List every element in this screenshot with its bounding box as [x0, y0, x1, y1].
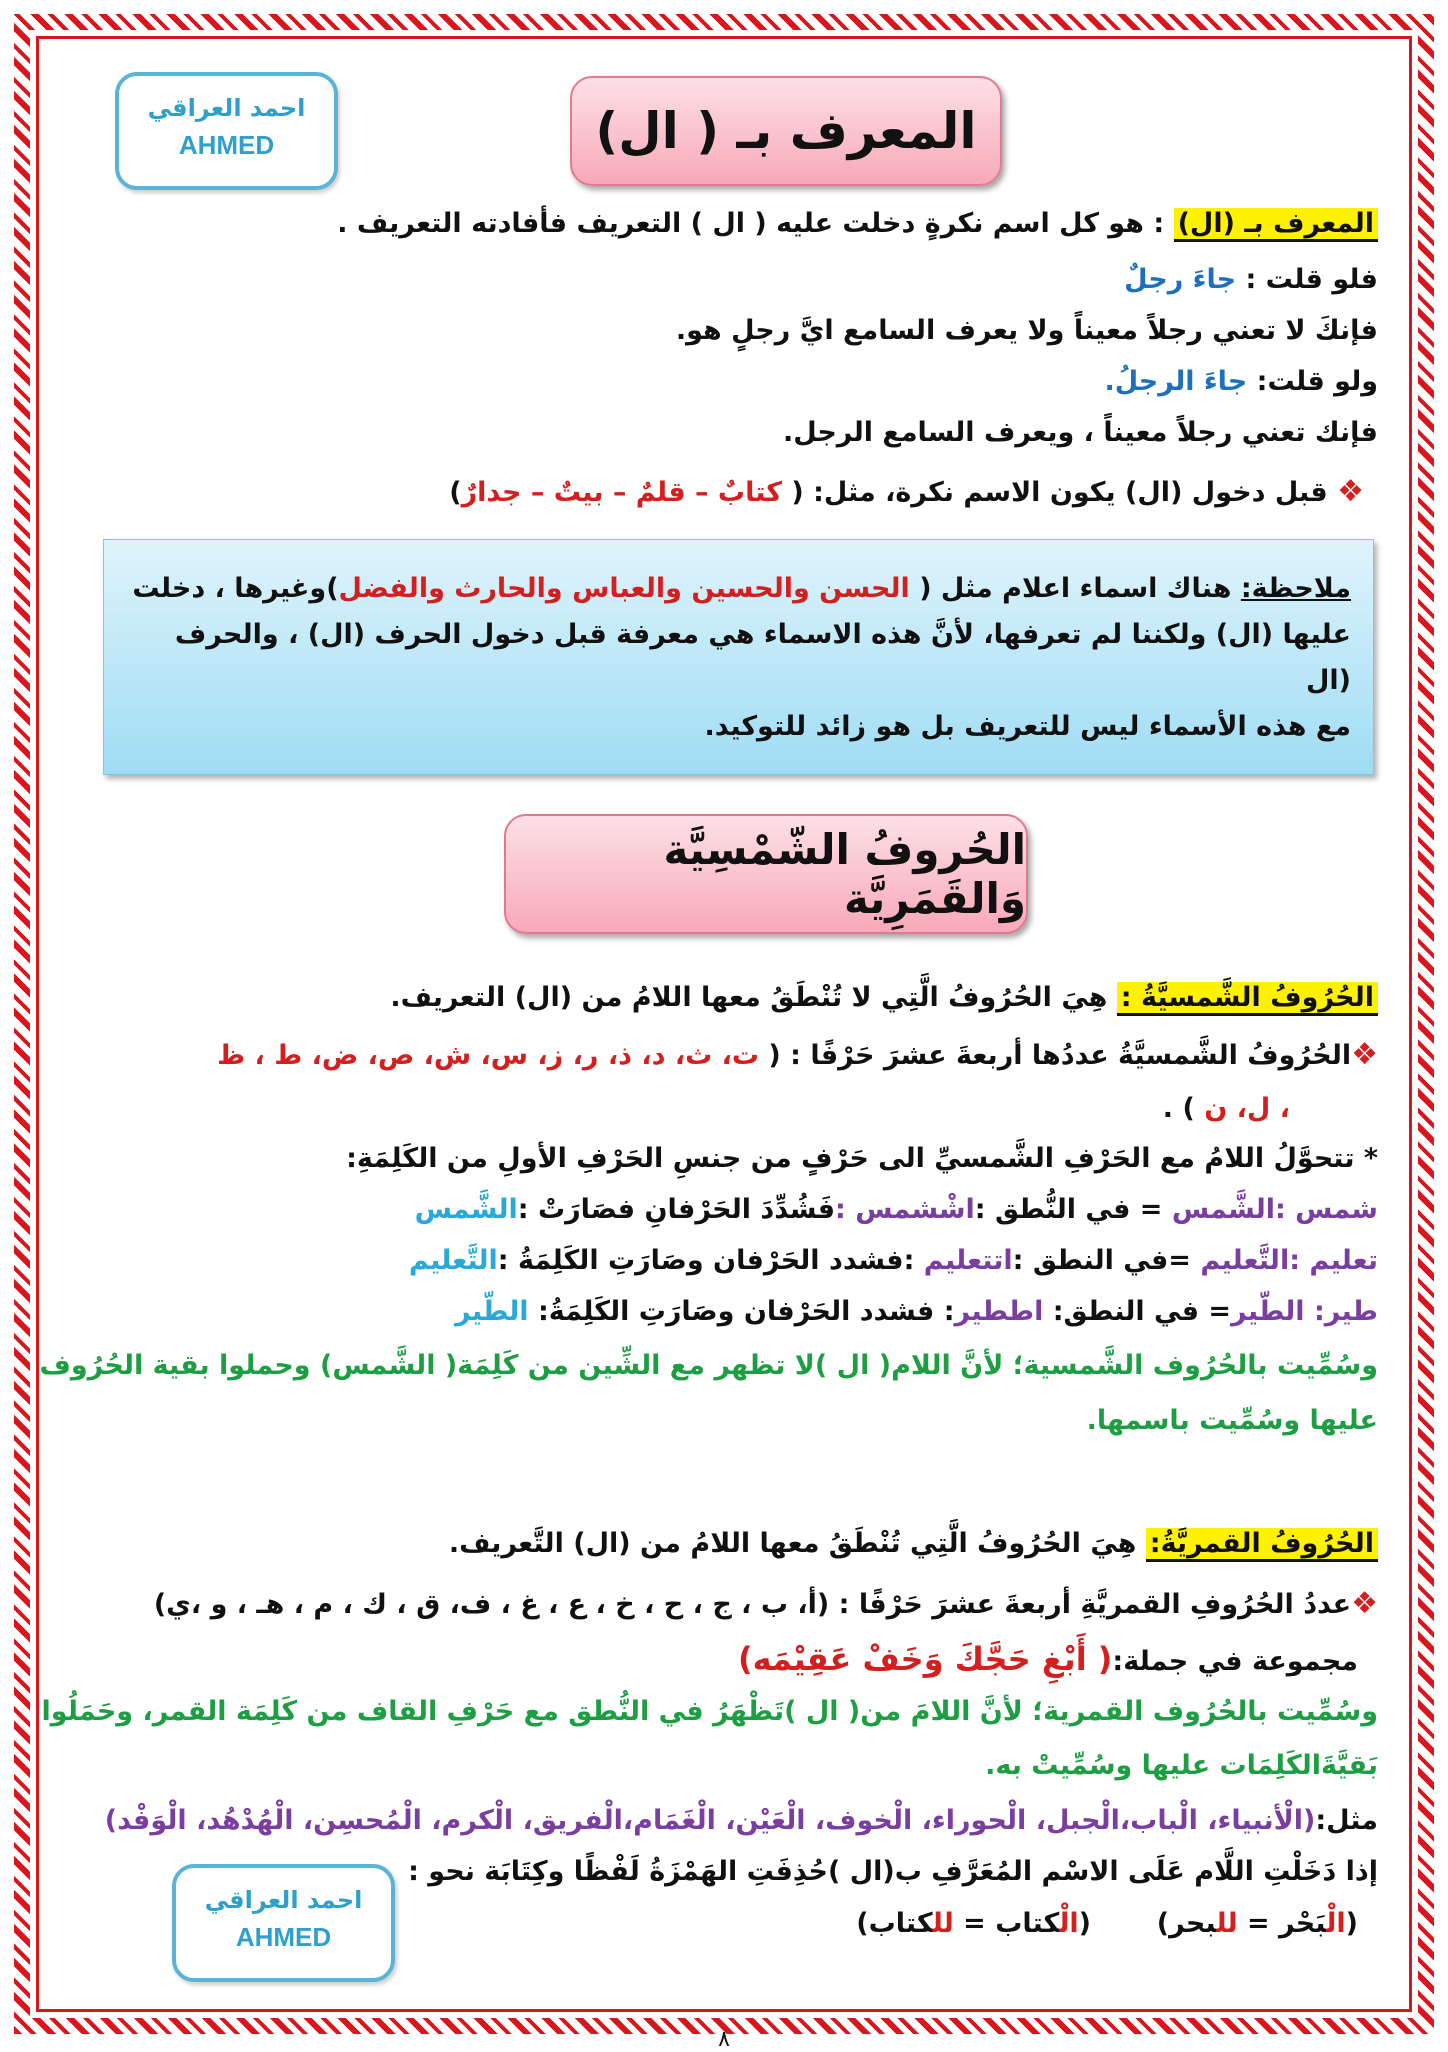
sun-ex2-pron: اتتعليم: [923, 1245, 1013, 1276]
sun-ex2-word2: التَّعليم: [1200, 1245, 1290, 1276]
sun-definition-line: [70, 982, 1378, 1013]
moon-examples-line: [70, 1805, 1378, 1836]
sun-term: الحُرُوفُ الشَّمسيَّةُ :: [1117, 982, 1378, 1016]
example2-prefix: ولو قلت:: [1247, 366, 1378, 397]
sun-ex3-result: الطّير: [455, 1296, 529, 1327]
moon-definition-line: [70, 1528, 1378, 1559]
moon-term: الحُرُوفُ القمريَّةُ:: [1146, 1528, 1378, 1562]
sun-definition: هِيَ الحُرُوفُ الَّتِي لا تُنْطَقُ معها اللامُ من (ال) التعريف.: [390, 982, 1117, 1013]
moon-examples-label: مثل:: [1315, 1805, 1378, 1836]
note-names: الحسن والحسين والعباس والحارث والفضل: [338, 573, 910, 604]
hamza-ex-b-al: الْ: [1059, 1908, 1079, 1939]
hamza-ex-b-open: (: [1078, 1908, 1091, 1939]
sun-ex3-pron: اططير: [954, 1296, 1044, 1327]
sun-ex3-mid: = في النطق:: [1043, 1296, 1232, 1327]
before-end: ): [449, 477, 462, 508]
note-line-1: [126, 566, 1351, 612]
sun-count-line: [70, 1037, 1378, 1072]
example2-explain: فإنك تعني رجلاً معيناً ، ويعرف السامع الرجل.: [782, 417, 1378, 448]
moon-definition: هِيَ الحُرُوفُ الَّتِي تُنْطَقُ معها اللامُ من (ال) التَّعريف.: [448, 1528, 1146, 1559]
document-body: [39, 50, 1378, 2052]
example2-line: [70, 366, 1378, 397]
sun-ex1-pron: اشْشمس :: [835, 1194, 975, 1225]
sun-ex2-word: تعليم :: [1289, 1245, 1378, 1276]
sun-ex3-word: طير:: [1304, 1296, 1378, 1327]
example2-word: جاءَ الرجلُ.: [1104, 366, 1248, 397]
section-title-text: الحُروفُ الشّمْسِيَّة وَالقَمَرِيَّة: [663, 825, 1026, 923]
before-text: قبل دخول (ال) يكون الاسم نكرة، مثل: (: [781, 477, 1328, 508]
definition-line: [70, 208, 1378, 239]
author-name-en: AHMED: [235, 1922, 332, 1952]
moon-collected: مجموعة في جملة:: [1112, 1646, 1358, 1677]
sun-ex3-rest: : فشدد الحَرْفان وصَارَتِ الكَلِمَةُ:: [528, 1296, 955, 1327]
moon-count-text: عددُ الحُرُوفِ القمريَّةِ أربعةَ عشرَ حَرْفًا : (أ، ب ، ج ، ح ، خ ، ع ، غ ، ف، ق ، ك ، م ، هـ ، و ،ي): [153, 1589, 1352, 1620]
moon-count-line: [70, 1586, 1378, 1621]
sun-letters-2: ، ل، ن: [1204, 1093, 1290, 1124]
before-examples: كتابٌ – قلمٌ – بيتٌ – جدارٌ: [461, 477, 782, 508]
note-part2: )وغيرها ، دخلت: [132, 573, 339, 604]
author-name-ar: احمد العراقي: [204, 1886, 363, 1914]
author-box-bottom: [172, 1864, 395, 1982]
definition-term: المعرف بـ (ال): [1174, 208, 1378, 242]
diamond-bullet-icon: ❖: [1337, 474, 1364, 509]
sun-ex2-result: التَّعليم: [408, 1245, 498, 1276]
hamza-ex-a-end: بحر): [1156, 1908, 1217, 1939]
sun-example-2: [70, 1245, 1378, 1276]
sun-letters-1: ت، ث، د، ذ، ر، ز، س، ش، ص، ض، ط ، ظ: [217, 1040, 769, 1071]
sun-ex1-rest: فَشُدِّدَ الحَرْفانِ فصَارَتْ :: [517, 1194, 835, 1225]
page-title-text: المعرف بـ ( ال): [595, 102, 977, 160]
note-line-3: مع هذه الأسماء ليس للتعريف بل هو زائد للتوكيد.: [704, 711, 1351, 742]
sun-letters-end: ) .: [1162, 1093, 1205, 1124]
note-label: ملاحظة:: [1240, 573, 1351, 604]
example1-explain: فإنكَ لا تعني رجلاً معيناً ولا يعرف السامع ايَّ رجلٍ هو.: [675, 315, 1378, 346]
example1-line: [70, 264, 1378, 295]
hamza-ex-b-end: كتاب): [856, 1908, 933, 1939]
hamza-ex-a-open: (: [1345, 1908, 1358, 1939]
diamond-bullet-icon: ❖: [1351, 1037, 1378, 1072]
sun-ex1-word2: الشَّمس: [1171, 1194, 1275, 1225]
hamza-ex-a-lil: لل: [1216, 1908, 1238, 1939]
sun-ex1-word: شمس :: [1274, 1194, 1378, 1225]
page-number: ٨: [718, 2027, 730, 2052]
sun-why-2: عليها وسُمِّيت باسمها.: [1086, 1405, 1378, 1436]
sun-ex3-word2: الطّير: [1231, 1296, 1305, 1327]
note-line-2: عليها (ال) ولكننا لم تعرفها، لأنَّ هذه الاسماء هي معرفة قبل دخول الحرف (ال) ، والحرف (ال: [174, 619, 1351, 696]
sun-ex1-result: الشَّمس: [414, 1194, 518, 1225]
moon-why-2: بَقيَّةَالكَلِمَات عليها وسُمِّيتْ به.: [985, 1750, 1378, 1781]
author-name-ar: احمد العراقي: [147, 94, 306, 122]
sun-count-text: الحُرُوفُ الشَّمسيَّةُ عددُها أربعةَ عشرَ حَرْفًا : (: [768, 1040, 1352, 1071]
definition-text: : هو كل اسم نكرةٍ دخلت عليه ( ال ) التعريف فأفادته التعريف .: [337, 208, 1165, 239]
example1-prefix: فلو قلت :: [1236, 264, 1378, 295]
sun-example-3: [70, 1296, 1378, 1327]
sun-ex1-mid: = في النُّطق :: [974, 1194, 1172, 1225]
sun-ex2-mid: =في النطق :: [1012, 1245, 1201, 1276]
before-line: [70, 474, 1364, 509]
section-title: [504, 814, 1028, 934]
note-box: [103, 539, 1374, 775]
hamza-ex-b-lil: لل: [932, 1908, 954, 1939]
sun-example-1: [70, 1194, 1378, 1225]
moon-hamza-rule: إذا دَخَلْتِ اللَّام عَلَى الاسْم المُعَرَّفِ ب(ال )حُذِفَتِ الهَمْزَةُ لَفْظًا وكِتَابَة نحو :: [408, 1856, 1378, 1887]
diamond-bullet-icon: ❖: [1351, 1586, 1378, 1621]
moon-collected-line: [70, 1640, 1358, 1678]
author-name-en: AHMED: [178, 130, 275, 160]
hamza-ex-b-word: كتاب =: [953, 1908, 1060, 1939]
sun-rule: * تتحوَّلُ اللامُ مع الحَرْفِ الشَّمسيِّ الى حَرْفٍ من جنسِ الحَرْفِ الأولِ من الكَلِمَةِ:: [346, 1143, 1378, 1174]
sun-letters-line2: [70, 1093, 1290, 1124]
moon-examples: (الْأنبياء، الْباب،الْجبل، الْحوراء، الْخوف، الْعَيْن، الْغَمَام،الْفريق، الْكرم، الْمُحسِن، الْهُدْهُد، الْوَفْد): [104, 1805, 1316, 1836]
moon-phrase: ( أَبْغِ حَجَّكَ وَخَفْ عَقِيْمَه): [737, 1640, 1113, 1678]
moon-why-1: وسُمِّيت بالحُرُوف القمرية؛ لأنَّ اللامَ من( ال )تَظْهَرُ في النُّطق مع حَرْفِ القاف من كَلِمَة القمر، وحَمَلُوا: [41, 1696, 1378, 1727]
sun-ex2-rest: :فشدد الحَرْفان وصَارَتِ الكَلِمَةُ :: [497, 1245, 924, 1276]
sun-why-1: وسُمِّيت بالحُرُوف الشَّمسية؛ لأنَّ اللام( ال )لا تظهر مع الشِّين من كَلِمَة( الشَّمس) وحملوا بقية الحُرُوف: [39, 1350, 1378, 1381]
hamza-ex-a-al: الْ: [1326, 1908, 1346, 1939]
hamza-ex-a-word: بَحْر =: [1237, 1908, 1327, 1939]
example1-word: جاءَ رجلٌ: [1124, 264, 1237, 295]
note-part1: هناك اسماء اعلام مثل (: [909, 573, 1241, 604]
